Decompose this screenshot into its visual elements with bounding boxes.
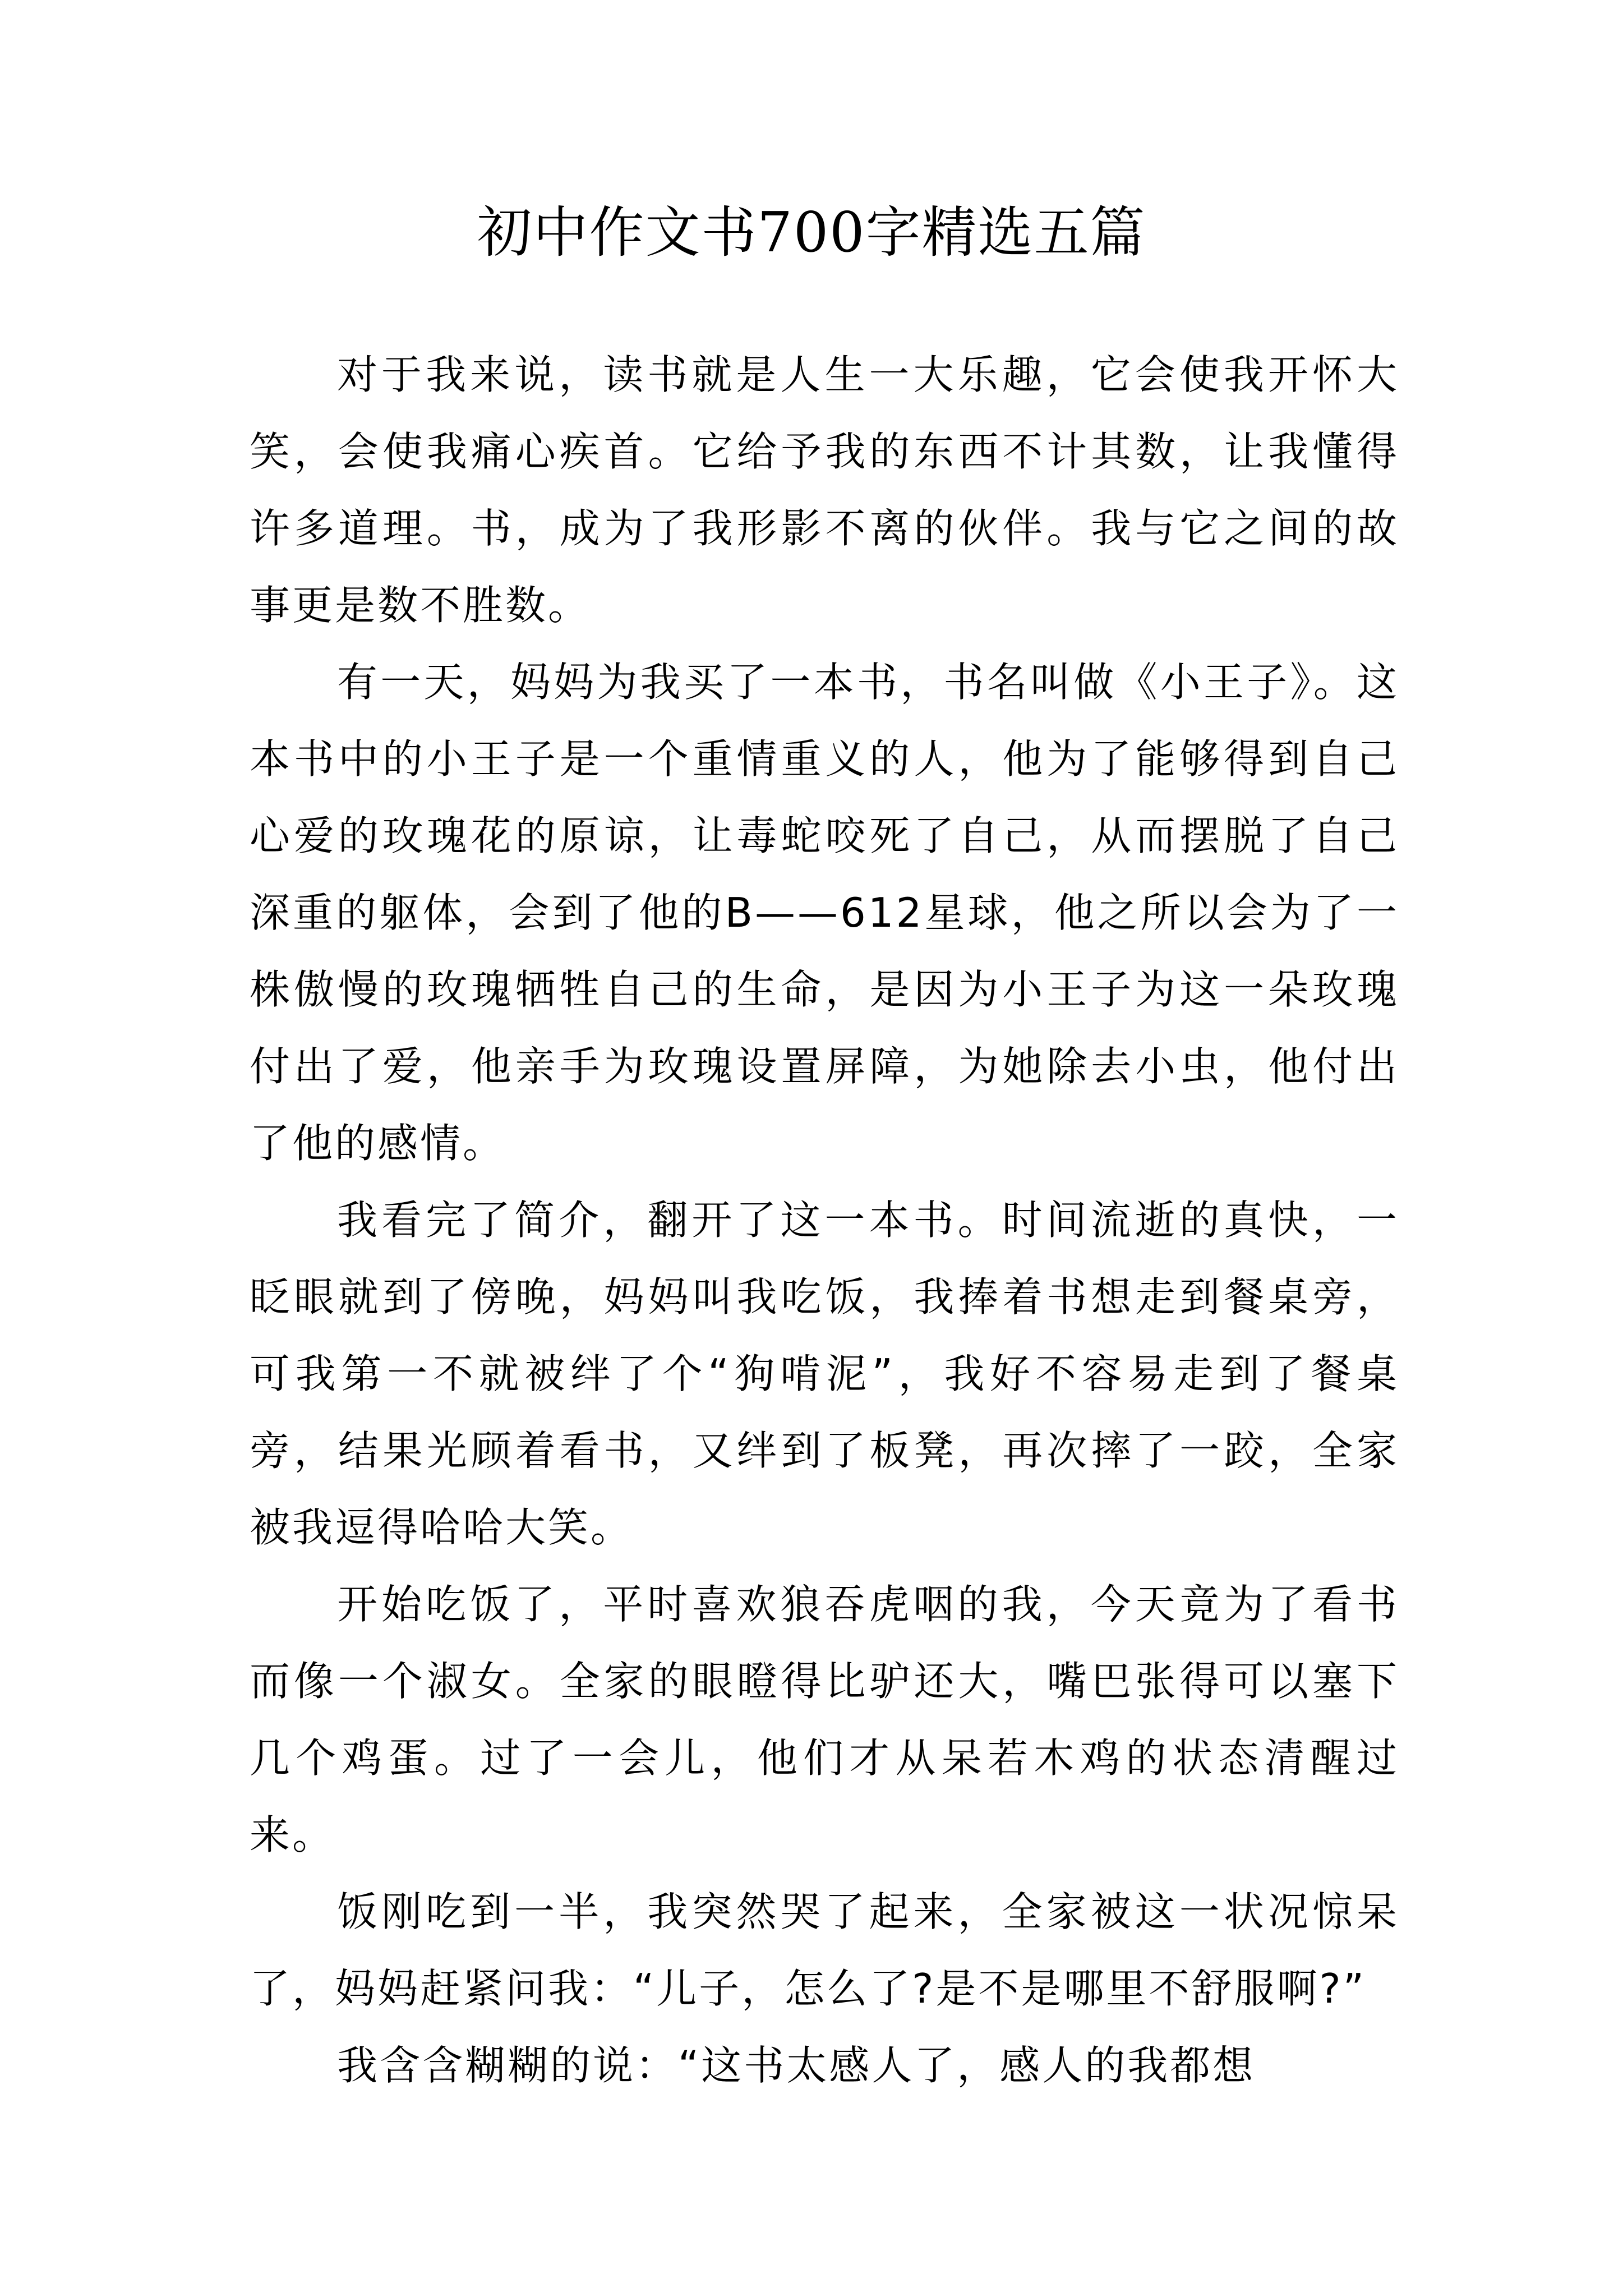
paragraph-5: 饭刚吃到一半，我突然哭了起来，全家被这一状况惊呆了，妈妈赶紧问我：“儿子，怎么了?是不是哪里不舒服啊?” [250, 1888, 1399, 2012]
paragraph-6: 我含含糊糊的说：“这书太感人了，感人的我都想 [337, 2042, 1256, 2089]
paragraph-1: 对于我来说，读书就是人生一大乐趣，它会使我开怀大笑，会使我痛心疾首。它给予我的东西不计其数，让我懂得许多道理。书，成为了我形影不离的伙伴。我与它之间的故事更是数不胜数。 [250, 351, 1399, 629]
document-body [250, 337, 1399, 2104]
paragraph-2: 有一天，妈妈为我买了一本书，书名叫做《小王子》。这本书中的小王子是一个重情重义的人，他为了能够得到自己心爱的玫瑰花的原谅，让毒蛇咬死了自己，从而摆脱了自己深重的躯体，会到了他的B——612星球，他之所以会为了一株傲慢的玫瑰牺牲自己的生命，是因为小王子为这一朵玫瑰付出了爱，他亲手为玫瑰设置屏障，为她除去小虫，他付出了他的感情。 [250, 659, 1399, 1167]
paragraph-3: 我看完了简介，翻开了这一本书。时间流逝的真快，一眨眼就到了傍晚，妈妈叫我吃饭，我捧着书想走到餐桌旁，可我第一不就被绊了个“狗啃泥”，我好不容易走到了餐桌旁，结果光顾着看书，又绊到了板凳，再次摔了一跤，全家被我逗得哈哈大笑。 [250, 1197, 1399, 1551]
page-title: 初中作文书700字精选五篇 [477, 201, 1146, 265]
paragraph-4: 开始吃饭了，平时喜欢狼吞虎咽的我，今天竟为了看书而像一个淑女。全家的眼瞪得比驴还大，嘴巴张得可以塞下几个鸡蛋。过了一会儿，他们才从呆若木鸡的状态清醒过来。 [250, 1581, 1399, 1858]
